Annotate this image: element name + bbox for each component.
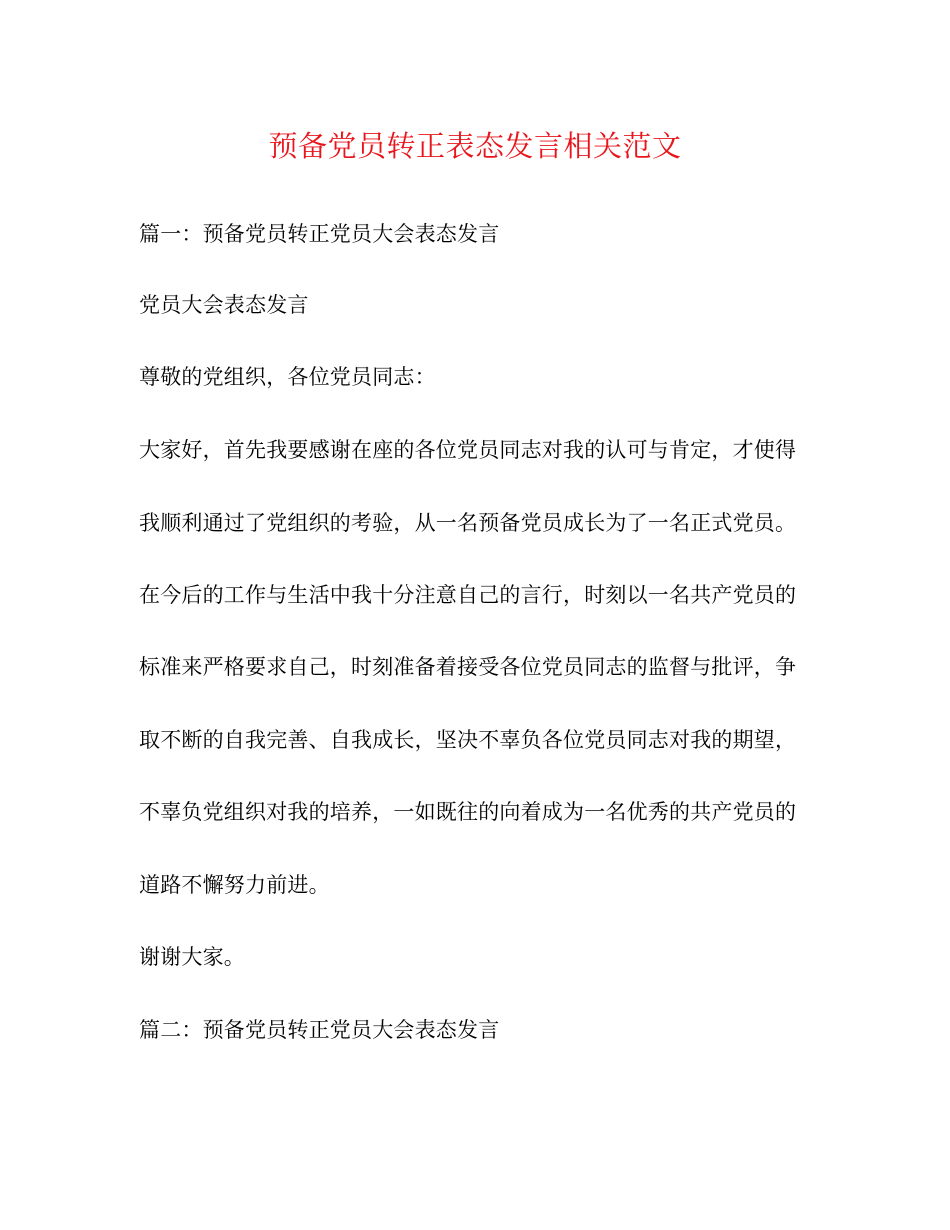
paragraph-line: 标准来严格要求自己，时刻准备着接受各位党员同志的监督与批评，争 [139,655,797,679]
section-heading-2: 篇二：预备党员转正党员大会表态发言 [139,1018,500,1042]
salutation: 尊敬的党组织，各位党员同志： [139,365,436,389]
closing-line: 谢谢大家。 [139,945,245,969]
paragraph-line: 取不断的自我完善、自我成长，坚决不辜负各位党员同志对我的期望， [139,728,797,752]
subheading: 党员大会表态发言 [139,293,309,317]
section-heading-1: 篇一：预备党员转正党员大会表态发言 [139,222,500,246]
paragraph-line: 大家好，首先我要感谢在座的各位党员同志对我的认可与肯定，才使得 [139,438,797,462]
paragraph-line: 道路不懈努力前进。 [139,873,330,897]
paragraph-line: 在今后的工作与生活中我十分注意自己的言行，时刻以一名共产党员的 [139,583,797,607]
paragraph-line: 不辜负党组织对我的培养，一如既往的向着成为一名优秀的共产党员的 [139,800,797,824]
document-title: 预备党员转正表态发言相关范文 [268,129,682,163]
paragraph-line: 我顺利通过了党组织的考验，从一名预备党员成长为了一名正式党员。 [139,511,797,535]
